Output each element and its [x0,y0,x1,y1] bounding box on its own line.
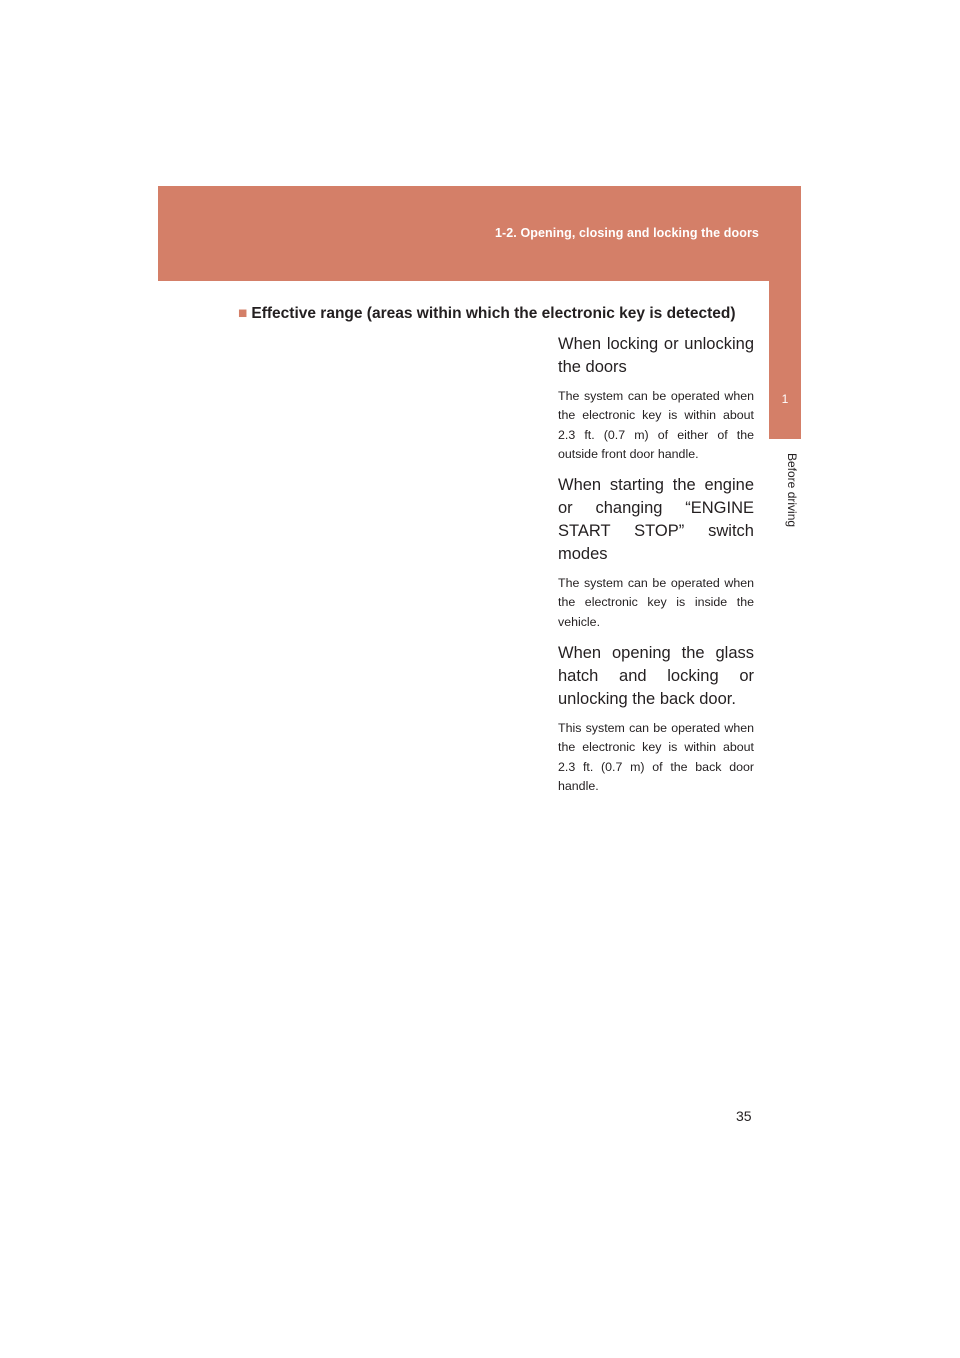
item-title-back-door: When opening the glass hatch and locking or unlocking the back door. [558,644,754,709]
section-heading [238,305,735,323]
square-bullet-icon: ■ [238,305,248,322]
range-descriptions [558,333,754,806]
item-body-doors: The system can be operated when the electronic key is within about 2.3 ft. (0.7 m) of either of the outside front door handle. [558,389,754,461]
item-title-engine: When starting the engine or changing “ENGINE START STOP” switch modes [558,476,754,564]
item-body-back-door: This system can be operated when the electronic key is within about 2.3 ft. (0.7 m) of the back door handle. [558,721,754,793]
page-number: 35 [736,1108,752,1124]
header-band [158,186,801,281]
chapter-number: 1 [781,392,789,406]
chapter-tab [769,281,801,439]
section-title: 1-2. Opening, closing and locking the doors [494,226,759,240]
item-body-engine: The system can be operated when the electronic key is inside the vehicle. [558,576,754,629]
item-title-doors: When locking or unlocking the doors [558,335,754,376]
chapter-label: Before driving [785,453,799,528]
section-heading-text: Effective range (areas within which the electronic key is detected) [251,305,736,322]
